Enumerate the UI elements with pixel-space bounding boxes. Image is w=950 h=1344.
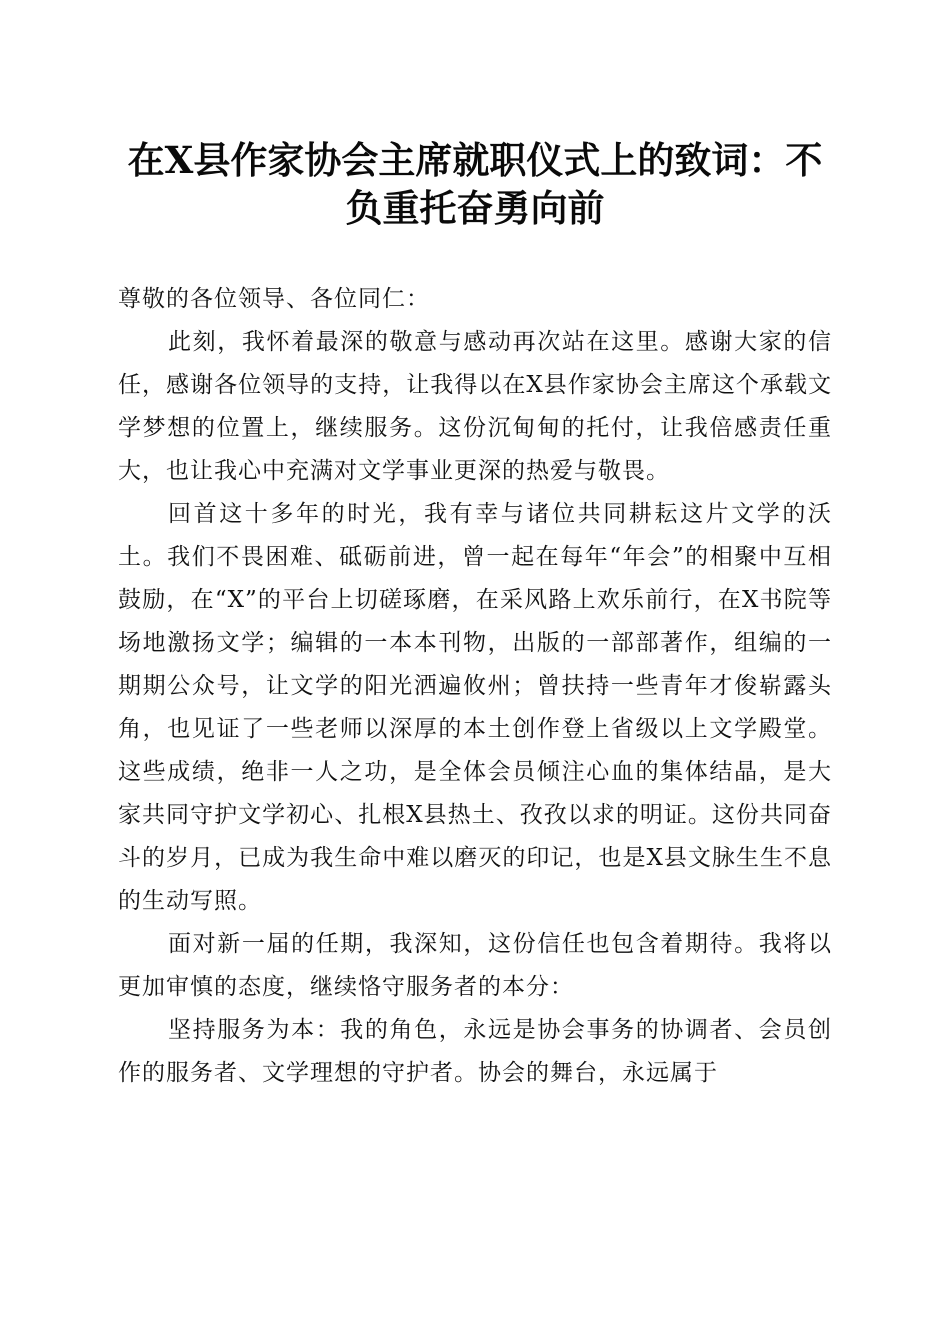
document-body	[118, 278, 832, 1095]
paragraph: 回首这十多年的时光，我有幸与诸位共同耕耘这片文学的沃土。我们不畏困难、砥砺前进，曾一起在每年“年会”的相聚中互相鼓励，在“X”的平台上切磋琢磨，在采风路上欢乐前行，在X书院等场地激扬文学；编辑的一本本刊物，出版的一部部著作，组编的一期期公众号，让文学的阳光洒遍攸州；曾扶持一些青年才俊崭露头角，也见证了一些老师以深厚的本土创作登上省级以上文学殿堂。这些成绩，绝非一人之功，是全体会员倾注心血的集体结晶，是大家共同守护文学初心、扎根X县热土、孜孜以求的明证。这份共同奋斗的岁月，已成为我生命中难以磨灭的印记，也是X县文脉生生不息的生动写照。	[118, 501, 832, 914]
document-title: 在X县作家协会主席就职仪式上的致词：不负重托奋勇向前	[127, 138, 823, 230]
paragraph: 此刻，我怀着最深的敬意与感动再次站在这里。感谢大家的信任，感谢各位领导的支持，让我得以在X县作家协会主席这个承载文学梦想的位置上，继续服务。这份沉甸甸的托付，让我倍感责任重大，也让我心中充满对文学事业更深的热爱与敬畏。	[118, 329, 832, 484]
paragraph: 坚持服务为本：我的角色，永远是协会事务的协调者、会员创作的服务者、文学理想的守护者。协会的舞台，永远属于	[118, 1017, 832, 1086]
paragraph: 面对新一届的任期，我深知，这份信任也包含着期待。我将以更加审慎的态度，继续恪守服务者的本分：	[118, 931, 832, 1000]
salutation: 尊敬的各位领导、各位同仁：	[118, 286, 430, 312]
